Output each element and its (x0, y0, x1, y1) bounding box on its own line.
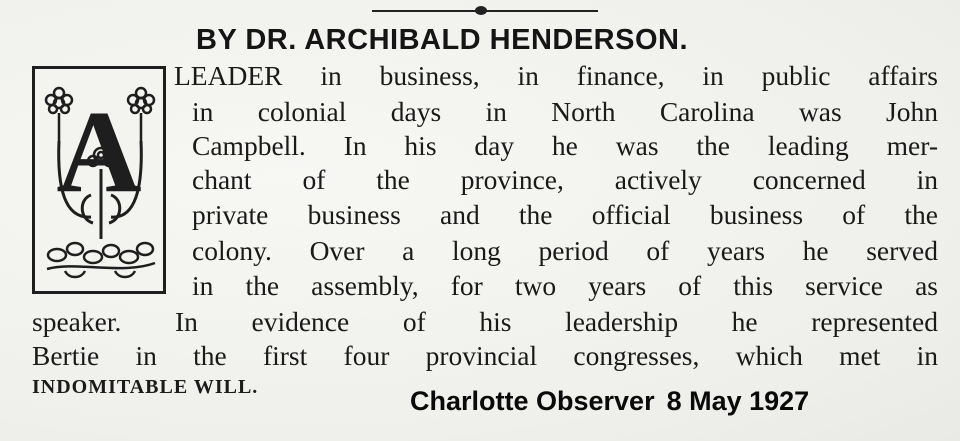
leaves-ornament (47, 243, 155, 277)
article-line-1: LEADER in business, in finance, in public affairs (174, 60, 938, 91)
article-line-9: Bertie in the first four provincial congresses, which met in (32, 340, 938, 371)
byline: BY DR. ARCHIBALD HENDERSON. (196, 24, 689, 56)
drop-cap-initial (32, 66, 166, 294)
article-line-4: chant of the province, actively concerned in (192, 164, 938, 195)
article-line-5: private business and the official business of the (192, 199, 938, 230)
drop-cap-ornament (35, 69, 163, 291)
top-rule-ornament (475, 6, 487, 15)
caption-publication: Charlotte Observer (410, 386, 655, 416)
article-line-3: Campbell. In his day he was the leading mer- (192, 130, 938, 161)
article-line-7: in the assembly, for two years of this service as (192, 270, 938, 301)
drop-cap-letter: A (56, 86, 142, 217)
article-line-8: speaker. In evidence of his leadership he represented (32, 306, 938, 337)
source-caption (410, 386, 809, 417)
article-line-6: colony. Over a long period of years he served (192, 235, 938, 266)
article-line-2: in colonial days in North Carolina was John (192, 96, 938, 127)
section-subhead: INDOMITABLE WILL. (32, 376, 259, 398)
caption-date: 8 May 1927 (666, 386, 810, 416)
